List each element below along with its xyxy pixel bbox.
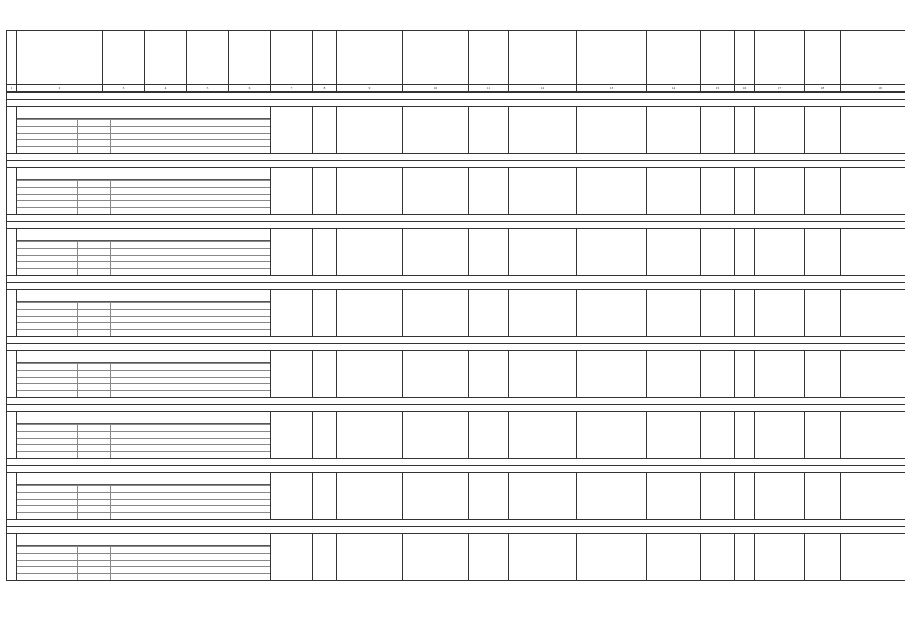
header-cell bbox=[509, 31, 577, 85]
row-number bbox=[7, 168, 17, 215]
cell bbox=[577, 472, 647, 519]
cell bbox=[577, 107, 647, 154]
header-cell bbox=[841, 31, 905, 85]
cell bbox=[841, 168, 905, 215]
column-number: 19 bbox=[841, 85, 905, 92]
finance-row bbox=[17, 499, 270, 506]
cell bbox=[271, 168, 313, 215]
cell bbox=[701, 107, 735, 154]
finance-row bbox=[17, 309, 270, 316]
cell bbox=[469, 472, 509, 519]
finance-row bbox=[17, 268, 270, 275]
cell bbox=[841, 533, 905, 580]
header-cell bbox=[145, 31, 187, 85]
program-heading bbox=[7, 343, 905, 350]
cell bbox=[313, 350, 337, 397]
cell bbox=[577, 289, 647, 336]
header-cell bbox=[735, 31, 755, 85]
finance-row bbox=[17, 126, 270, 133]
cell bbox=[469, 168, 509, 215]
cell bbox=[271, 289, 313, 336]
row-number bbox=[7, 350, 17, 397]
finance-row bbox=[17, 573, 270, 580]
finance-row bbox=[17, 187, 270, 194]
project-cell bbox=[17, 350, 271, 397]
group-heading bbox=[7, 215, 905, 222]
group-heading bbox=[7, 336, 905, 343]
cell bbox=[841, 229, 905, 276]
cell bbox=[337, 411, 403, 458]
cell bbox=[735, 350, 755, 397]
cell bbox=[755, 107, 805, 154]
finance-row bbox=[17, 431, 270, 438]
finance-row bbox=[17, 560, 270, 567]
column-number: 13 bbox=[577, 85, 647, 92]
cell bbox=[805, 411, 841, 458]
cell bbox=[403, 411, 469, 458]
column-number: 11 bbox=[469, 85, 509, 92]
cell bbox=[841, 411, 905, 458]
project-cell bbox=[17, 229, 271, 276]
finance-row bbox=[17, 546, 270, 553]
header-cell bbox=[701, 31, 735, 85]
cell bbox=[403, 229, 469, 276]
project-cell bbox=[17, 533, 271, 580]
header-cell bbox=[469, 31, 509, 85]
cell bbox=[509, 168, 577, 215]
finance-row bbox=[17, 363, 270, 370]
finance-row bbox=[17, 261, 270, 268]
cell bbox=[271, 107, 313, 154]
cell bbox=[509, 350, 577, 397]
program-heading bbox=[7, 161, 905, 168]
cell bbox=[755, 411, 805, 458]
cell bbox=[469, 533, 509, 580]
finance-row bbox=[17, 553, 270, 560]
header-cell bbox=[647, 31, 701, 85]
project-cell bbox=[17, 168, 271, 215]
cell bbox=[701, 168, 735, 215]
table-row bbox=[7, 229, 905, 276]
cell bbox=[403, 350, 469, 397]
header-cell bbox=[229, 31, 271, 85]
table-body bbox=[6, 92, 899, 632]
column-number: 9 bbox=[337, 85, 403, 92]
header-cell bbox=[103, 31, 145, 85]
finance-row bbox=[17, 139, 270, 146]
cell bbox=[469, 350, 509, 397]
group-heading bbox=[7, 458, 905, 465]
program-heading bbox=[7, 100, 905, 107]
cell bbox=[577, 350, 647, 397]
table-row bbox=[7, 168, 905, 215]
row-number bbox=[7, 411, 17, 458]
column-number: 1 bbox=[7, 85, 17, 92]
cell bbox=[805, 350, 841, 397]
project-title bbox=[17, 412, 270, 424]
cell bbox=[469, 229, 509, 276]
cell bbox=[805, 107, 841, 154]
finance-row bbox=[17, 566, 270, 573]
cell bbox=[701, 229, 735, 276]
project-cell bbox=[17, 472, 271, 519]
project-title bbox=[17, 229, 270, 241]
cell bbox=[805, 168, 841, 215]
finance-row bbox=[17, 424, 270, 431]
cell bbox=[577, 533, 647, 580]
cell bbox=[701, 472, 735, 519]
cell bbox=[755, 289, 805, 336]
column-number: 18 bbox=[805, 85, 841, 92]
cell bbox=[577, 229, 647, 276]
column-number: 16 bbox=[735, 85, 755, 92]
cell bbox=[841, 350, 905, 397]
finance-row bbox=[17, 255, 270, 262]
group-heading bbox=[7, 154, 905, 161]
column-number: 14 bbox=[647, 85, 701, 92]
cell bbox=[735, 472, 755, 519]
cell bbox=[313, 411, 337, 458]
cell bbox=[647, 229, 701, 276]
column-number: 15 bbox=[701, 85, 735, 92]
finance-row bbox=[17, 438, 270, 445]
cell bbox=[735, 289, 755, 336]
finance-row bbox=[17, 383, 270, 390]
cell bbox=[647, 350, 701, 397]
finance-row bbox=[17, 485, 270, 492]
program-heading bbox=[7, 222, 905, 229]
cell bbox=[313, 229, 337, 276]
finance-row bbox=[17, 329, 270, 336]
table-header bbox=[6, 30, 899, 83]
header-cell bbox=[271, 31, 313, 85]
finance-row bbox=[17, 119, 270, 126]
cell bbox=[735, 229, 755, 276]
cell bbox=[841, 472, 905, 519]
project-title bbox=[17, 107, 270, 119]
cell bbox=[403, 168, 469, 215]
finance-row bbox=[17, 377, 270, 384]
cell bbox=[701, 533, 735, 580]
cell bbox=[735, 168, 755, 215]
column-number: 17 bbox=[755, 85, 805, 92]
column-number: 6 bbox=[229, 85, 271, 92]
cell bbox=[701, 289, 735, 336]
column-number: 7 bbox=[271, 85, 313, 92]
cell bbox=[337, 229, 403, 276]
cell bbox=[701, 411, 735, 458]
cell bbox=[313, 472, 337, 519]
header-cell bbox=[403, 31, 469, 85]
project-title bbox=[17, 473, 270, 485]
cell bbox=[509, 411, 577, 458]
project-title bbox=[17, 351, 270, 363]
cell bbox=[509, 107, 577, 154]
cell bbox=[469, 107, 509, 154]
header-cell bbox=[337, 31, 403, 85]
row-number bbox=[7, 472, 17, 519]
cell bbox=[271, 533, 313, 580]
column-number: 8 bbox=[313, 85, 337, 92]
cell bbox=[755, 168, 805, 215]
finance-row bbox=[17, 451, 270, 458]
cell bbox=[647, 289, 701, 336]
finance-row bbox=[17, 390, 270, 397]
header-cell bbox=[577, 31, 647, 85]
header-cell bbox=[7, 31, 17, 85]
cell bbox=[337, 289, 403, 336]
header-cell bbox=[187, 31, 229, 85]
cell bbox=[337, 350, 403, 397]
cell bbox=[509, 289, 577, 336]
finance-row bbox=[17, 248, 270, 255]
table-row bbox=[7, 533, 905, 580]
column-number: 4 bbox=[145, 85, 187, 92]
cell bbox=[271, 350, 313, 397]
cell bbox=[337, 533, 403, 580]
group-heading bbox=[7, 397, 905, 404]
finance-row bbox=[17, 512, 270, 519]
cell bbox=[469, 411, 509, 458]
row-number bbox=[7, 533, 17, 580]
cell bbox=[337, 107, 403, 154]
cell bbox=[577, 168, 647, 215]
project-cell bbox=[17, 107, 271, 154]
finance-row bbox=[17, 241, 270, 248]
cell bbox=[403, 472, 469, 519]
cell bbox=[805, 533, 841, 580]
table-row bbox=[7, 350, 905, 397]
finance-row bbox=[17, 302, 270, 309]
project-cell bbox=[17, 411, 271, 458]
cell bbox=[337, 472, 403, 519]
cell bbox=[841, 289, 905, 336]
cell bbox=[735, 533, 755, 580]
cell bbox=[735, 107, 755, 154]
cell bbox=[577, 411, 647, 458]
table-row bbox=[7, 289, 905, 336]
cell bbox=[403, 533, 469, 580]
cell bbox=[735, 411, 755, 458]
cell bbox=[805, 472, 841, 519]
row-number bbox=[7, 107, 17, 154]
cell bbox=[271, 229, 313, 276]
cell bbox=[509, 533, 577, 580]
cell bbox=[647, 411, 701, 458]
header-cell bbox=[755, 31, 805, 85]
finance-row bbox=[17, 316, 270, 323]
column-number: 2 bbox=[17, 85, 103, 92]
group-heading bbox=[7, 93, 905, 100]
cell bbox=[647, 168, 701, 215]
column-number-row bbox=[6, 84, 899, 91]
cell bbox=[403, 289, 469, 336]
cell bbox=[805, 229, 841, 276]
column-number: 10 bbox=[403, 85, 469, 92]
group-heading bbox=[7, 275, 905, 282]
program-heading bbox=[7, 465, 905, 472]
cell bbox=[755, 229, 805, 276]
header-cell bbox=[17, 31, 103, 85]
finance-row bbox=[17, 505, 270, 512]
column-number: 12 bbox=[509, 85, 577, 92]
finance-row bbox=[17, 207, 270, 214]
header-cell bbox=[805, 31, 841, 85]
cell bbox=[755, 350, 805, 397]
cell bbox=[755, 472, 805, 519]
finance-row bbox=[17, 444, 270, 451]
cell bbox=[509, 229, 577, 276]
table-row bbox=[7, 107, 905, 154]
column-number: 3 bbox=[103, 85, 145, 92]
cell bbox=[805, 289, 841, 336]
program-heading bbox=[7, 526, 905, 533]
cell bbox=[647, 533, 701, 580]
finance-row bbox=[17, 370, 270, 377]
column-number: 5 bbox=[187, 85, 229, 92]
cell bbox=[403, 107, 469, 154]
finance-row bbox=[17, 492, 270, 499]
table-row bbox=[7, 472, 905, 519]
cell bbox=[313, 533, 337, 580]
cell bbox=[755, 533, 805, 580]
finance-row bbox=[17, 146, 270, 153]
project-title bbox=[17, 168, 270, 180]
finance-row bbox=[17, 194, 270, 201]
cell bbox=[701, 350, 735, 397]
group-heading bbox=[7, 519, 905, 526]
cell bbox=[313, 168, 337, 215]
cell bbox=[469, 289, 509, 336]
cell bbox=[271, 411, 313, 458]
program-heading bbox=[7, 282, 905, 289]
cell bbox=[841, 107, 905, 154]
row-number bbox=[7, 289, 17, 336]
project-title bbox=[17, 290, 270, 302]
cell bbox=[313, 107, 337, 154]
cell bbox=[647, 107, 701, 154]
cell bbox=[271, 472, 313, 519]
header-cell bbox=[313, 31, 337, 85]
finance-row bbox=[17, 200, 270, 207]
program-heading bbox=[7, 404, 905, 411]
table-row bbox=[7, 411, 905, 458]
row-number bbox=[7, 229, 17, 276]
finance-row bbox=[17, 180, 270, 187]
cell bbox=[509, 472, 577, 519]
project-cell bbox=[17, 289, 271, 336]
finance-row bbox=[17, 322, 270, 329]
cell bbox=[647, 472, 701, 519]
project-title bbox=[17, 534, 270, 546]
finance-row bbox=[17, 133, 270, 140]
cell bbox=[313, 289, 337, 336]
cell bbox=[337, 168, 403, 215]
